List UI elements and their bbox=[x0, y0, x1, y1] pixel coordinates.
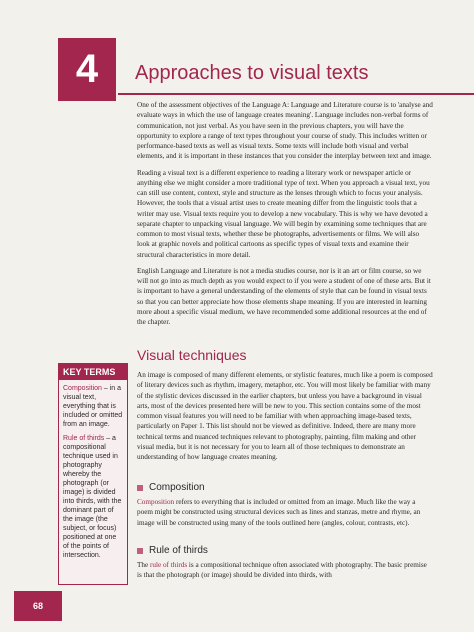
key-term-item bbox=[63, 384, 123, 429]
rule-of-thirds-paragraph bbox=[137, 560, 433, 581]
subheading-composition bbox=[137, 482, 205, 493]
rule-of-thirds-heading: Rule of thirds bbox=[149, 545, 208, 556]
square-bullet-icon bbox=[137, 485, 143, 491]
intro-paragraph-1: One of the assessment objectives of the Language A: Language and Literature course is to 'analyse and evaluate ways in which the use of language creates meaning'. Language includes non-verbal forms of communication, not just verbal. As you have seen in the previous chapters, you will have the opportunity to explore a range of text types throughout your course of study. This includes written or performance-based texts as well as visual texts. Some texts will include both visual and verbal elements, and it is important in these instances that you consider the interplay between text and image. bbox=[137, 101, 433, 161]
visual-techniques-text bbox=[137, 370, 433, 468]
page-number: 68 bbox=[32, 601, 43, 611]
composition-body: refers to everything that is included or omitted from an image. Much like the way a poem might be constructed using structural devices such as lines and stanzas, metre and rhyme, an image will be constructed using many of the tools outlined here (angles, colour, contrasts, etc). bbox=[137, 498, 421, 527]
key-term-item bbox=[63, 434, 123, 560]
intro-text bbox=[137, 100, 433, 333]
composition-term: Composition bbox=[137, 498, 175, 506]
chapter-number-box bbox=[58, 38, 116, 101]
subheading-rule-of-thirds bbox=[137, 545, 208, 556]
key-term-name: Composition bbox=[63, 385, 102, 392]
visual-techniques-paragraph: An image is composed of many different elements, or stylistic features, much like a poem is composed of literary devices such as rhythm, imagery, metaphor, etc. You will most likely be familiar with many of the stylistic devices discussed in the earlier chapters, but unless you have a background in visual arts, most of the devices presented here will be new to you. This section contains some of the most common visual features you will need to be familiar with when approaching image-based texts, particularly on Paper 1. This list should not be viewed as definitive. Indeed, there are many more technical terms and nuanced techniques relevant to photography, painting, film making and other visual media, but it is not necessary for you to learn all of those techniques to demonstrate an understanding of how language creates meaning. bbox=[137, 371, 433, 461]
rule-of-thirds-body: is a compositional technique often associated with photography. The basic premise is that the photograph (or image) should be divided into thirds, with bbox=[137, 561, 427, 580]
section-heading-visual-techniques: Visual techniques bbox=[137, 347, 247, 363]
intro-paragraph-3: English Language and Literature is not a media studies course, nor is it an art or film course, so we will not go into as much depth as you would expect to if you were a student of one of these arts. But it is important to have a general understanding of the elements of style that can be found in visual texts so that you can better appreciate how those elements shape meaning. If you are interested in learning more about a specific visual medium, we have recommended some additional resources at the end of the chapter. bbox=[137, 266, 431, 326]
key-term-name: Rule of thirds bbox=[63, 435, 105, 442]
key-term-definition: – in a visual text, everything that is included or omitted from an image. bbox=[63, 385, 123, 428]
page-number-box bbox=[14, 591, 62, 621]
composition-heading: Composition bbox=[149, 482, 205, 493]
square-bullet-icon bbox=[137, 548, 143, 554]
chapter-title: Approaches to visual texts bbox=[135, 62, 369, 84]
chapter-number: 4 bbox=[75, 47, 99, 91]
composition-text bbox=[137, 497, 433, 534]
intro-paragraph-2: Reading a visual text is a different experience to reading a literary work or newspaper article or anything else we might consider a more traditional type of text. When you approach a visual text, you can still use content, context, style and structure as the lenses through which to focus your analysis. However, the tools that a visual artist uses to create meaning differ from the linguistic tools that a writer may use. Visual texts require you to develop a new vocabulary. This is why we have devoted a separate chapter to unpacking visual language. We will begin by examining some techniques that are common to most visual texts, whether these be photographs, advertisements or films. We will also look at graphic novels and political cartoons as specific types of visual texts and examine their structural characteristics in more detail. bbox=[137, 168, 430, 259]
key-terms-heading: KEY TERMS bbox=[59, 364, 127, 380]
rule-of-thirds-pre: The bbox=[137, 561, 150, 569]
key-term-definition: – a compositional technique used in photography whereby the photograph (or image) is divided into thirds, with the dominant part of the image (the subject, or focus) positioned at one of the points of intersection. bbox=[63, 435, 122, 559]
rule-of-thirds-text bbox=[137, 560, 433, 587]
title-divider bbox=[118, 93, 474, 95]
rule-of-thirds-term: rule of thirds bbox=[149, 561, 188, 569]
key-terms-list bbox=[59, 380, 127, 569]
composition-paragraph bbox=[137, 497, 433, 528]
key-terms-sidebar bbox=[58, 363, 128, 585]
